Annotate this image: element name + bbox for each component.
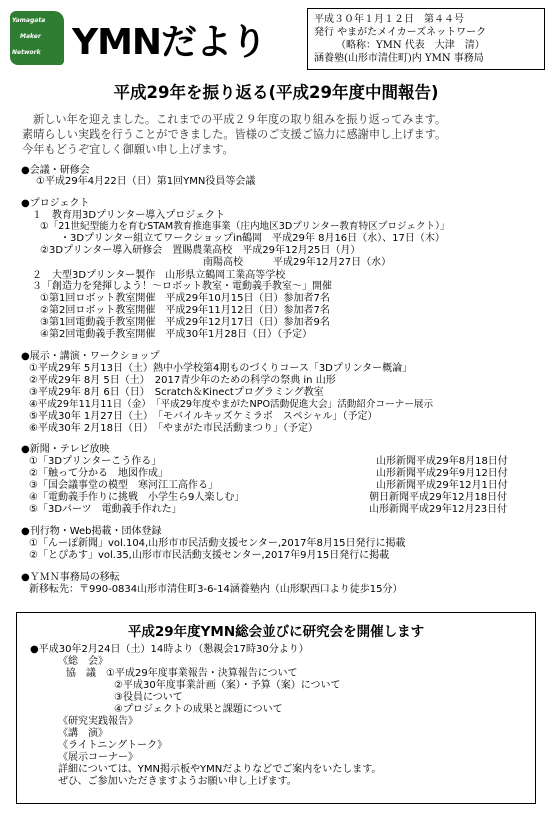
masthead [8,8,543,68]
ymn-logo [10,11,64,65]
project-item: ①「21世紀型能力を育むSTAM教育推進事業（庄内地区3Dプリンター教育特区プロジェクト）」 [40,221,450,232]
issue-date: 平成３０年１月１２日 第４４号 [314,14,464,25]
exhibit-item: ④平成29年11月11日（金） 「平成29年度やまがたNPO活動促進大会」活動紹介コーナー展示 [29,399,434,410]
media-source: 朝日新聞平成29年12月18日付 [369,492,508,503]
section-title-project: ●プロジェクト [21,198,90,209]
project-item: ②第2回ロボット教室開催 平成29年11月12日（日）参加者7名 [40,305,330,316]
office-address: 涵養塾(山形市清住町)内 YMN 事務局 [314,53,484,64]
logo-line: Maker [20,33,41,40]
media-item: ②「触って分かる 地図作成」 [29,468,168,479]
media-source: 山形新聞平成29年12月1日付 [376,480,508,491]
media-source: 山形新聞平成29年12月23日付 [369,504,508,515]
intro-line: 素晴らしい実践を行うことができました。皆様のご支援ご協力に感謝申し上げます。 [22,128,447,141]
media-item: ①「3Dプリンターこう作る」 [29,456,162,467]
exhibit-item: ②平成29年 8月 5日（土） 2017青少年のための科学の祭典 in 山形 [29,375,336,386]
publisher: 発行 やまがたメイカーズネットワーク [314,27,487,38]
announcement-line: 詳細については、YMN掲示板やYMNだよりなどでご案内をいたします。 [58,764,382,775]
project-item: 南陽高校 平成29年12月27日（水） [203,257,392,268]
section-title-meeting: ●会議・研修会 [21,165,90,176]
announcement-line: 《研究実践報告》 [58,716,138,727]
project-item: ①第1回ロボット教室開催 平成29年10月15日（日）参加者7名 [40,293,330,304]
announcement-date: ●平成30年2月24日（土）14時より（懇親会17時30分より） [30,644,309,655]
exhibit-item: ③平成29年 8月 6日（日） Scratch＆Kinectプログラミング教室 [29,387,324,398]
section-title-exhibit: ●展示・講演・ワークショップ [21,351,160,362]
section-title-media: ●新聞・テレビ放映 [21,444,110,455]
media-item: ④「電動義手作りに挑戦 小学生ら9人楽しむ」 [29,492,245,503]
representative: （略称：YMN 代表 大津 清） [336,40,485,51]
logo-line: Yamagata [12,17,46,24]
exhibit-item: ⑤平成30年 1月27日（土） 「モバイルキッズケミラボ スペシャル」（予定） [29,411,378,422]
announcement-line: ぜひ、ご参加いただきますようお願い申し上げます。 [58,776,297,787]
announcement-line: 協 議 ①平成29年度事業報告・決算報告について [66,668,298,679]
project-item: ④第2回電動義手教室開催 平成30年1月28日（日）（予定） [40,329,313,340]
intro-line: 今年もどうぞ宜しく御願い申し上げます。 [22,143,234,156]
announcement-line: ④プロジェクトの成果と課題について [114,704,283,715]
issue-info-box [307,8,545,70]
announcement-line: ②平成30年度事業計画（案）・予算（案）について [114,680,341,691]
announcement-title: 平成29年度YMN総会並びに研究会を開催します [127,624,425,640]
exhibit-item: ⑥平成30年 2月18日（日） 「やまがた市民活動まつり」（予定） [29,423,318,434]
intro-paragraph [22,112,446,157]
announcement-line: 《総 会》 [58,656,108,667]
office-relocation: 新移転先：〒990-0834山形市清住町3-6-14涵養塾内（山形駅西口より徒歩15分） [29,584,403,595]
meeting-item: ①平成29年4月22日（日）第1回YMN役員等会議 [36,176,256,187]
announcement-line: 《展示コーナー》 [58,752,138,763]
exhibit-item: ①平成29年 5月13日（土）熱中小学校第4期ものづくりコース「3Dプリンター概論」 [29,363,413,374]
publication-item: ①「んーぽ新聞」vol.104,山形市市民活動支援センター,2017年8月15日発行に掲載 [29,538,406,549]
media-source: 山形新聞平成29年9月12日付 [376,468,508,479]
section-title-publication: ●刊行物・Web掲載・団体登録 [21,526,162,537]
project-item: １ 教育用3Dプリンター導入プロジェクト [32,210,226,221]
project-item: ３「創造力を発揮しよう！～ロボット教室・電動義手教室～」開催 [32,281,332,292]
newsletter-title: YMNだより [72,22,267,63]
media-item: ③「国会議事堂の模型 寒河江工高作る」 [29,480,218,491]
headline: 平成29年を振り返る(平成29年度中間報告) [113,83,439,102]
section-title-office: ●ＹＭＮ事務局の移転 [21,572,120,583]
announcement-line: ③役員について [114,692,183,703]
project-item: ・3Dプリンター組立てワークショップin鶴岡 平成29年 8月16日（水）、17日（木） [60,233,445,244]
project-item: ２ 大型3Dプリンター製作 山形県立鶴岡工業高等学校 [32,270,286,281]
announcement-line: 《ライトニングトーク》 [58,740,168,751]
publication-item: ②「とぴあす」vol.35,山形市市民活動支援センター,2017年9月15日発行に掲載 [29,550,390,561]
project-item: ③第1回電動義手教室開催 平成29年12月17日（日）参加者9名 [40,317,330,328]
media-source: 山形新聞平成29年8月18日付 [376,456,508,467]
intro-line: 新しい年を迎えました。これまでの平成２９年度の取り組みを振り返ってみます。 [33,113,447,126]
project-item: ②3Dプリンター導入研修会 置賜農業高校 平成29年12月25日（月） [40,245,361,256]
announcement-line: 《講 演》 [58,728,108,739]
media-item: ⑤「3Dパーツ 電動義手作れた」 [29,504,182,515]
logo-line: Network [12,49,41,56]
